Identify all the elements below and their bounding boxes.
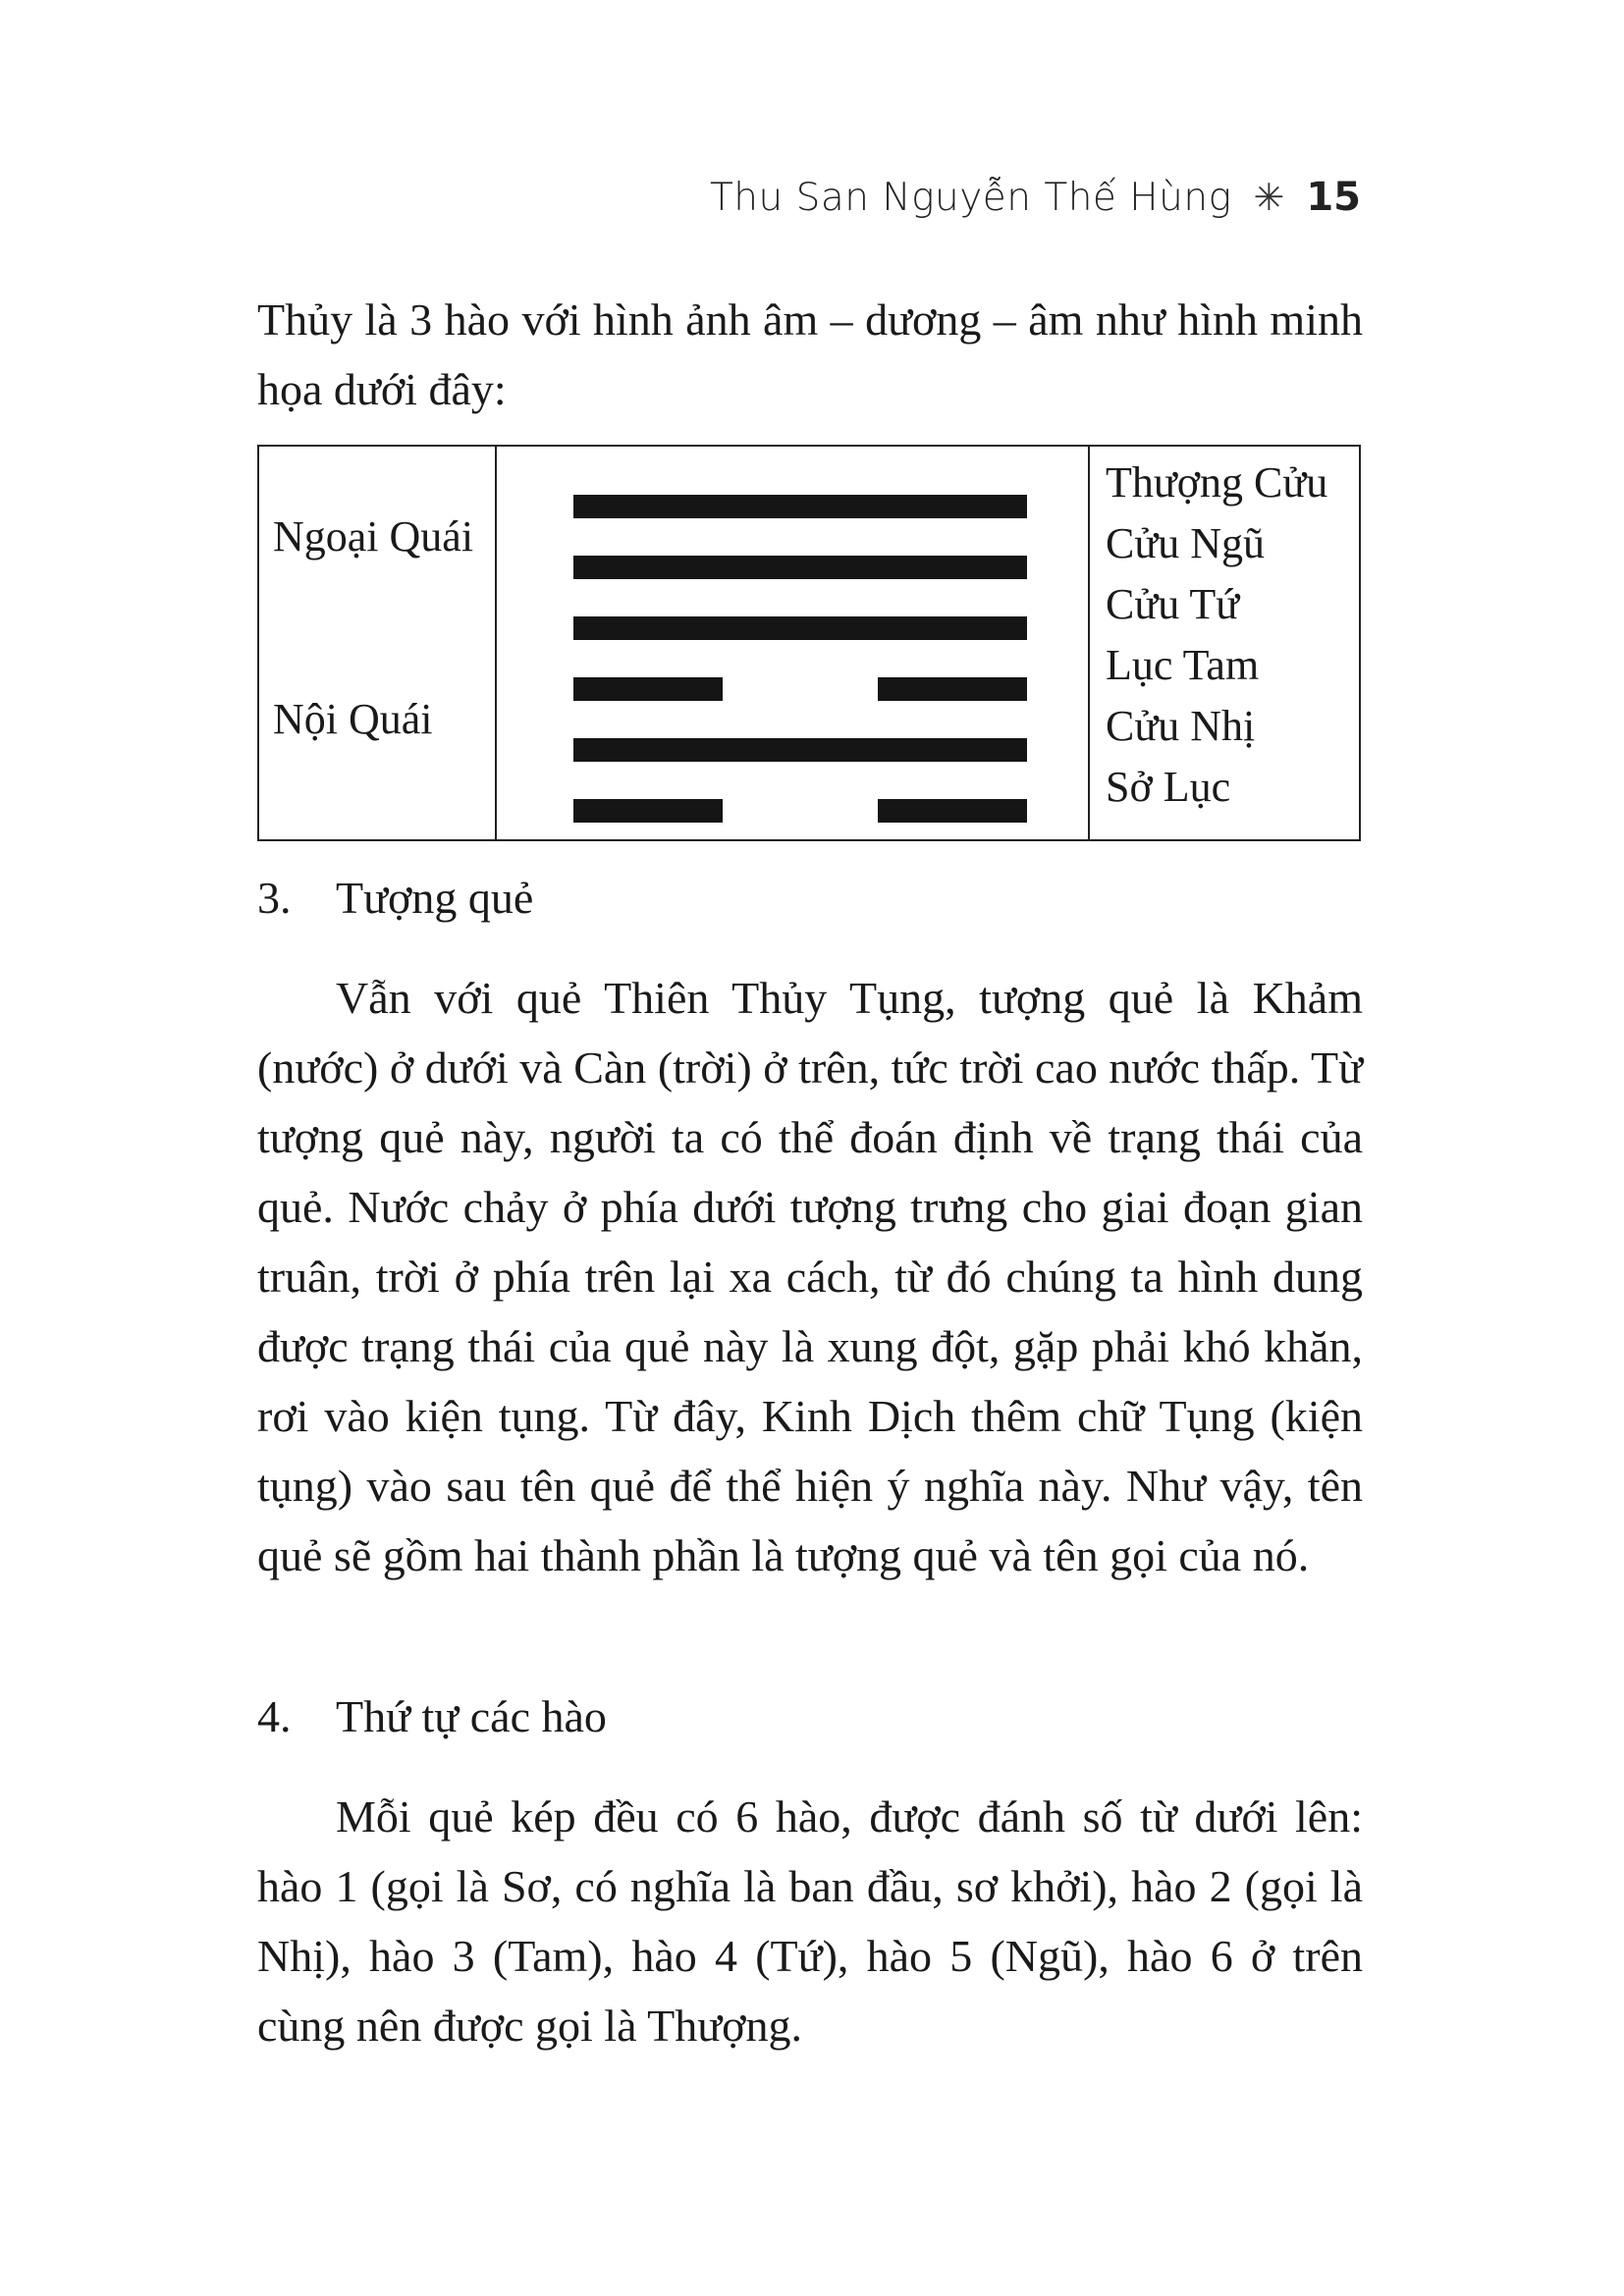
line-name: Cửu Nhị — [1106, 702, 1256, 750]
intro-paragraph: Thủy là 3 hào với hình ảnh âm – dương – âm như hình minh họa dưới đây: — [257, 294, 1363, 414]
yang-line-icon — [573, 616, 1027, 640]
section-title: Tượng quẻ — [336, 873, 534, 923]
line-name: Cửu Ngũ — [1106, 519, 1265, 567]
page-number: 15 — [1306, 175, 1361, 220]
section-number: 4. — [257, 1691, 292, 1741]
hexagram-line-1 — [573, 799, 1027, 823]
section-4-body — [257, 1782, 1363, 2060]
yang-line-icon — [573, 738, 1027, 762]
hexagram-line-3 — [573, 677, 1027, 701]
section-3-heading — [257, 872, 533, 924]
yang-line-icon — [573, 495, 1027, 518]
hexagram-table — [257, 445, 1361, 841]
header-title: Thu San Nguyễn Thế Hùng — [709, 175, 1232, 220]
trigram-label-column — [258, 446, 496, 840]
yin-line-left-icon — [573, 677, 723, 701]
line-name: Thượng Cửu — [1106, 458, 1328, 507]
inner-trigram-label: Nội Quái — [273, 695, 433, 743]
outer-trigram-label: Ngoại Quái — [273, 512, 474, 561]
line-names-column — [1089, 446, 1360, 840]
line-name: Sở Lục — [1106, 763, 1231, 811]
hexagram-line-2 — [573, 738, 1027, 762]
line-name: Lục Tam — [1106, 641, 1260, 689]
yin-line-right-icon — [878, 677, 1027, 701]
hexagram-figure — [496, 446, 1089, 840]
yin-line-left-icon — [573, 799, 723, 823]
yang-line-icon — [573, 556, 1027, 579]
asterisk-ornament-icon: ✳ — [1253, 176, 1285, 219]
section-3-body — [257, 963, 1363, 1590]
body-paragraph: Vẫn với quẻ Thiên Thủy Tụng, tượng quẻ là Khảm (nước) ở dưới và Càn (trời) ở trên, tức trời cao nước thấp. Từ tượng quẻ này, người ta có thể đoán định về trạng thái của quẻ. Nước chảy ở phía dưới tượng trưng cho giai đoạn gian truân, trời ở phía trên lại xa cách, từ đó chúng ta hình dung được trạng thái của quẻ này là xung đột, gặp phải khó khăn, rơi vào kiện tụng. Từ đây, Kinh Dịch thêm chữ Tụng (kiện tụng) vào sau tên quẻ để thể hiện ý nghĩa này. Như vậy, tên quẻ sẽ gồm hai thành phần là tượng quẻ và tên gọi của nó. — [257, 973, 1363, 1580]
running-header — [710, 175, 1361, 220]
line-name: Cửu Tứ — [1106, 580, 1240, 628]
hexagram-line-4 — [573, 616, 1027, 640]
hexagram-line-6 — [573, 495, 1027, 518]
hexagram-line-5 — [573, 556, 1027, 579]
section-title: Thứ tự các hào — [336, 1691, 607, 1741]
section-number: 3. — [257, 873, 292, 923]
section-4-heading — [257, 1690, 607, 1742]
yin-line-right-icon — [878, 799, 1027, 823]
body-paragraph: Mỗi quẻ kép đều có 6 hào, được đánh số từ dưới lên: hào 1 (gọi là Sơ, có nghĩa là ban đầu, sơ khởi), hào 2 (gọi là Nhị), hào 3 (Tam), hào 4 (Tứ), hào 5 (Ngũ), hào 6 ở trên cùng nên được gọi là Thượng. — [257, 1791, 1363, 2051]
